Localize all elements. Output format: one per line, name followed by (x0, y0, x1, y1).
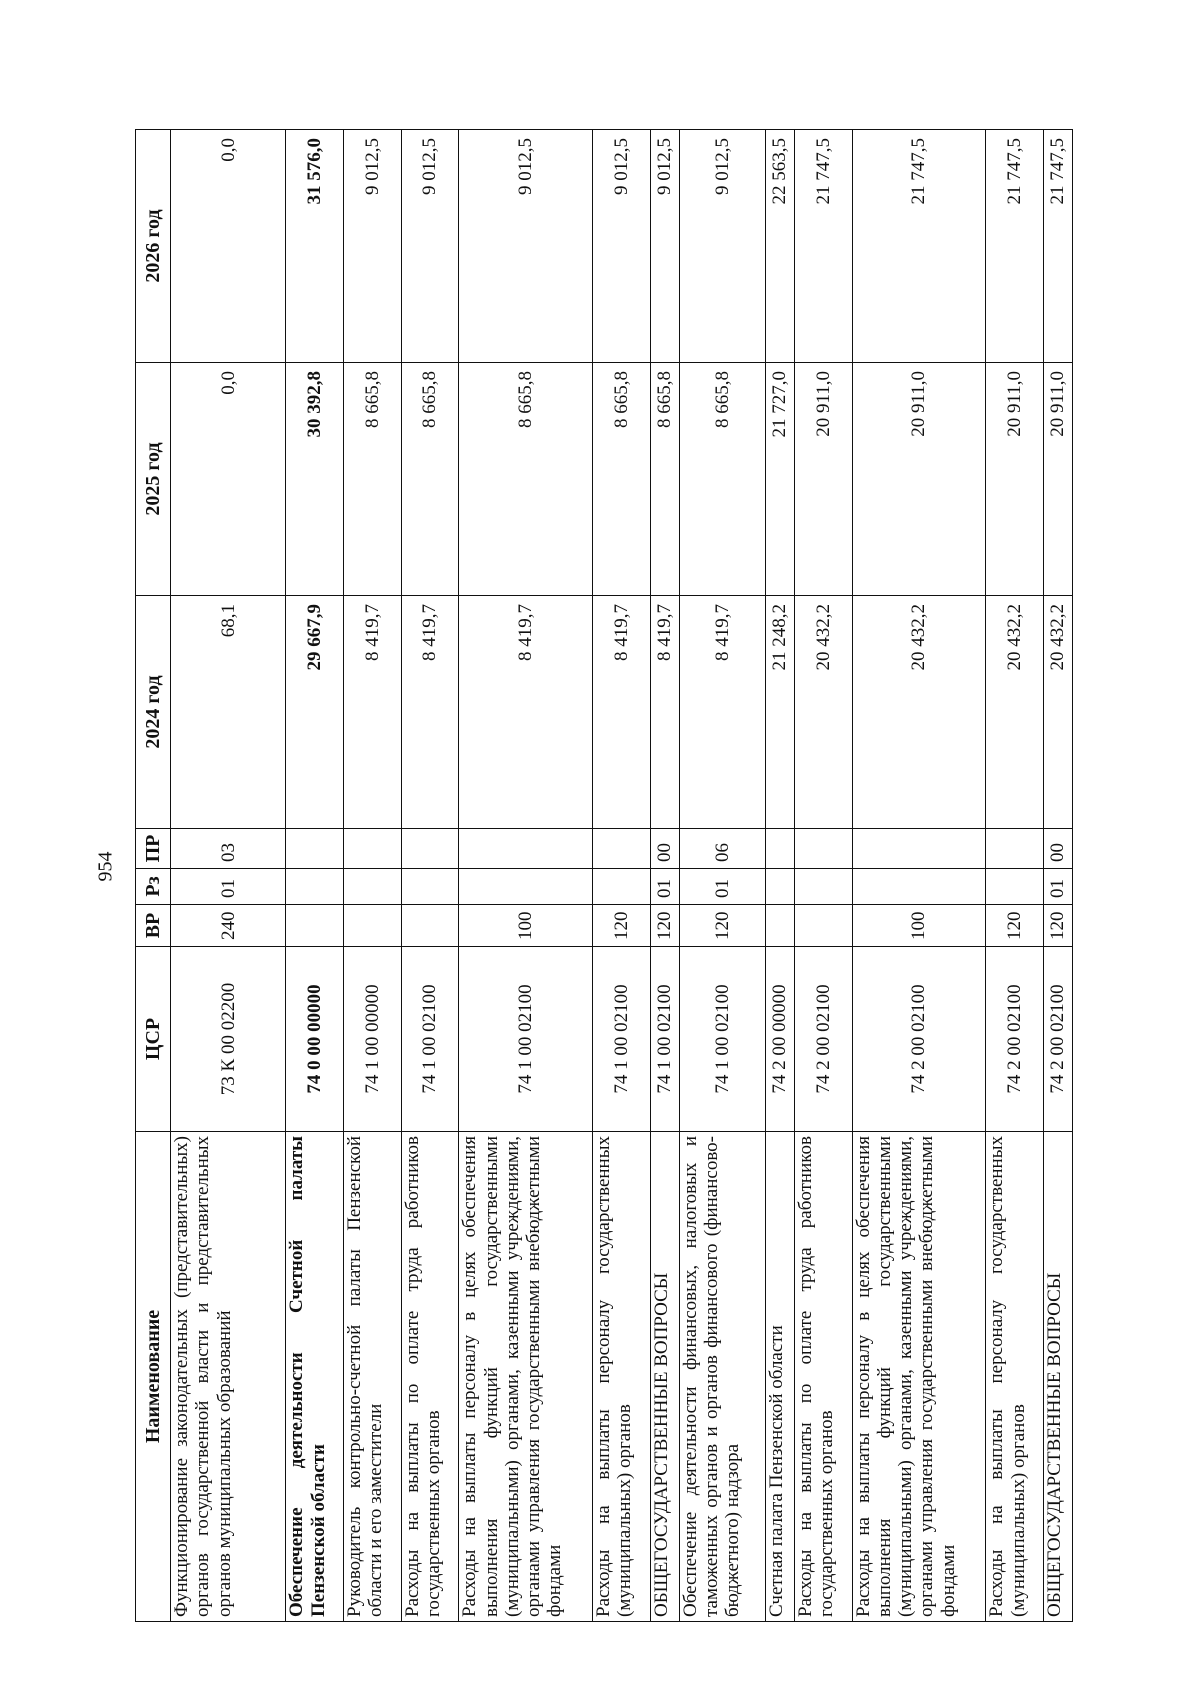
row-pr (286, 829, 344, 869)
row-vr: 240 (171, 905, 286, 947)
row-vr (343, 905, 401, 947)
row-pr (459, 829, 593, 869)
header-2025: 2025 год (136, 363, 171, 596)
header-rz: Рз (136, 869, 171, 905)
row-vr: 120 (679, 905, 765, 947)
header-pr: ПР (136, 829, 171, 869)
row-2024: 29 667,9 (286, 596, 344, 829)
row-2025: 20 911,0 (852, 363, 986, 596)
row-rz (852, 869, 986, 905)
row-2026: 0,0 (171, 130, 286, 363)
row-2026: 31 576,0 (286, 130, 344, 363)
row-rz (593, 869, 651, 905)
row-2025: 8 665,8 (343, 363, 401, 596)
row-2026: 21 747,5 (986, 130, 1044, 363)
row-rz: 01 (1044, 869, 1073, 905)
row-2025: 8 665,8 (593, 363, 651, 596)
row-name: Расходы на выплаты по оплате труда работников государственных органов (794, 1132, 852, 1622)
row-name: ОБЩЕГОСУДАРСТВЕННЫЕ ВОПРОСЫ (1044, 1132, 1073, 1622)
row-pr (401, 829, 459, 869)
row-csr: 74 1 00 02100 (650, 947, 679, 1132)
row-2026: 9 012,5 (679, 130, 765, 363)
row-2024: 8 419,7 (650, 596, 679, 829)
row-2024: 20 432,2 (794, 596, 852, 829)
row-rz: 01 (171, 869, 286, 905)
table-row (679, 130, 765, 1622)
row-2025: 8 665,8 (650, 363, 679, 596)
table-row (286, 130, 344, 1622)
row-rz (343, 869, 401, 905)
row-2024: 8 419,7 (459, 596, 593, 829)
row-2025: 0,0 (171, 363, 286, 596)
row-2025: 21 727,0 (766, 363, 795, 596)
row-csr: 74 1 00 02100 (679, 947, 765, 1132)
row-rz (286, 869, 344, 905)
row-csr: 74 0 00 00000 (286, 947, 344, 1132)
row-vr (286, 905, 344, 947)
row-name: ОБЩЕГОСУДАРСТВЕННЫЕ ВОПРОСЫ (650, 1132, 679, 1622)
row-pr: 00 (650, 829, 679, 869)
row-rz: 01 (679, 869, 765, 905)
row-2025: 20 911,0 (1044, 363, 1073, 596)
table-row (459, 130, 593, 1622)
row-2025: 20 911,0 (986, 363, 1044, 596)
row-name: Обеспечение деятельности Счетной палаты Пензенской области (286, 1132, 344, 1622)
row-2024: 8 419,7 (679, 596, 765, 829)
row-2025: 20 911,0 (794, 363, 852, 596)
budget-table (135, 129, 1073, 1622)
row-2025: 8 665,8 (459, 363, 593, 596)
row-2025: 30 392,8 (286, 363, 344, 596)
row-pr: 06 (679, 829, 765, 869)
table-row (1044, 130, 1073, 1622)
row-2024: 20 432,2 (852, 596, 986, 829)
page-number: 954 (94, 851, 117, 881)
row-vr (766, 905, 795, 947)
row-2024: 8 419,7 (593, 596, 651, 829)
row-2026: 9 012,5 (401, 130, 459, 363)
row-2026: 21 747,5 (794, 130, 852, 363)
table-row (593, 130, 651, 1622)
row-csr: 74 1 00 02100 (401, 947, 459, 1132)
row-2024: 21 248,2 (766, 596, 795, 829)
row-2024: 68,1 (171, 596, 286, 829)
row-pr (343, 829, 401, 869)
row-rz (794, 869, 852, 905)
row-2024: 20 432,2 (1044, 596, 1073, 829)
budget-table-container (135, 130, 1073, 1622)
row-2026: 21 747,5 (1044, 130, 1073, 363)
table-row (343, 130, 401, 1622)
row-pr: 03 (171, 829, 286, 869)
row-2026: 21 747,5 (852, 130, 986, 363)
row-csr: 74 2 00 00000 (766, 947, 795, 1132)
row-name: Расходы на выплаты персоналу государственных (муниципальных) органов (986, 1132, 1044, 1622)
row-rz (401, 869, 459, 905)
row-name: Расходы на выплаты по оплате труда работников государственных органов (401, 1132, 459, 1622)
row-rz (766, 869, 795, 905)
row-vr: 100 (459, 905, 593, 947)
header-2024: 2024 год (136, 596, 171, 829)
row-name: Счетная палата Пензенской области (766, 1132, 795, 1622)
row-csr: 73 К 00 02200 (171, 947, 286, 1132)
row-2026: 9 012,5 (650, 130, 679, 363)
row-vr: 120 (593, 905, 651, 947)
header-name: Наименование (136, 1132, 171, 1622)
row-2026: 9 012,5 (593, 130, 651, 363)
row-name: Обеспечение деятельности финансовых, налоговых и таможенных органов и органов финансового (финансово-бюджетного) надзора (679, 1132, 765, 1622)
row-vr (794, 905, 852, 947)
row-name: Расходы на выплаты персоналу в целях обеспечения выполнения функций государственными (муниципальными) органами, казенными учреждениями, органами управления государственными внебюджетными фондами (852, 1132, 986, 1622)
table-row (794, 130, 852, 1622)
header-vr: ВР (136, 905, 171, 947)
row-csr: 74 1 00 02100 (593, 947, 651, 1132)
row-name: Функционирование законодательных (представительных) органов государственной власти и представительных органов муниципальных образований (171, 1132, 286, 1622)
row-2024: 8 419,7 (401, 596, 459, 829)
row-rz (986, 869, 1044, 905)
row-pr (794, 829, 852, 869)
row-csr: 74 2 00 02100 (794, 947, 852, 1132)
row-pr (852, 829, 986, 869)
row-vr: 120 (1044, 905, 1073, 947)
table-row (401, 130, 459, 1622)
row-pr (766, 829, 795, 869)
row-csr: 74 2 00 02100 (1044, 947, 1073, 1132)
row-vr: 120 (986, 905, 1044, 947)
table-row (766, 130, 795, 1622)
table-row (650, 130, 679, 1622)
header-2026: 2026 год (136, 130, 171, 363)
row-2026: 9 012,5 (459, 130, 593, 363)
row-vr (401, 905, 459, 947)
table-row (986, 130, 1044, 1622)
row-pr (986, 829, 1044, 869)
row-csr: 74 2 00 02100 (986, 947, 1044, 1132)
row-rz (459, 869, 593, 905)
row-2025: 8 665,8 (679, 363, 765, 596)
row-2025: 8 665,8 (401, 363, 459, 596)
row-rz: 01 (650, 869, 679, 905)
row-2024: 20 432,2 (986, 596, 1044, 829)
row-csr: 74 2 00 02100 (852, 947, 986, 1132)
row-2026: 9 012,5 (343, 130, 401, 363)
row-2026: 22 563,5 (766, 130, 795, 363)
row-name: Расходы на выплаты персоналу государственных (муниципальных) органов (593, 1132, 651, 1622)
row-name: Руководитель контрольно-счетной палаты Пензенской области и его заместители (343, 1132, 401, 1622)
row-csr: 74 1 00 02100 (459, 947, 593, 1132)
row-pr (593, 829, 651, 869)
row-2024: 8 419,7 (343, 596, 401, 829)
row-vr: 120 (650, 905, 679, 947)
table-row (852, 130, 986, 1622)
row-name: Расходы на выплаты персоналу в целях обеспечения выполнения функций государственными (муниципальными) органами, казенными учреждениями, органами управления государственными внебюджетными фондами (459, 1132, 593, 1622)
row-vr: 100 (852, 905, 986, 947)
row-pr: 00 (1044, 829, 1073, 869)
table-row (171, 130, 286, 1622)
header-csr: ЦСР (136, 947, 171, 1132)
header-row (136, 130, 171, 1622)
row-csr: 74 1 00 00000 (343, 947, 401, 1132)
